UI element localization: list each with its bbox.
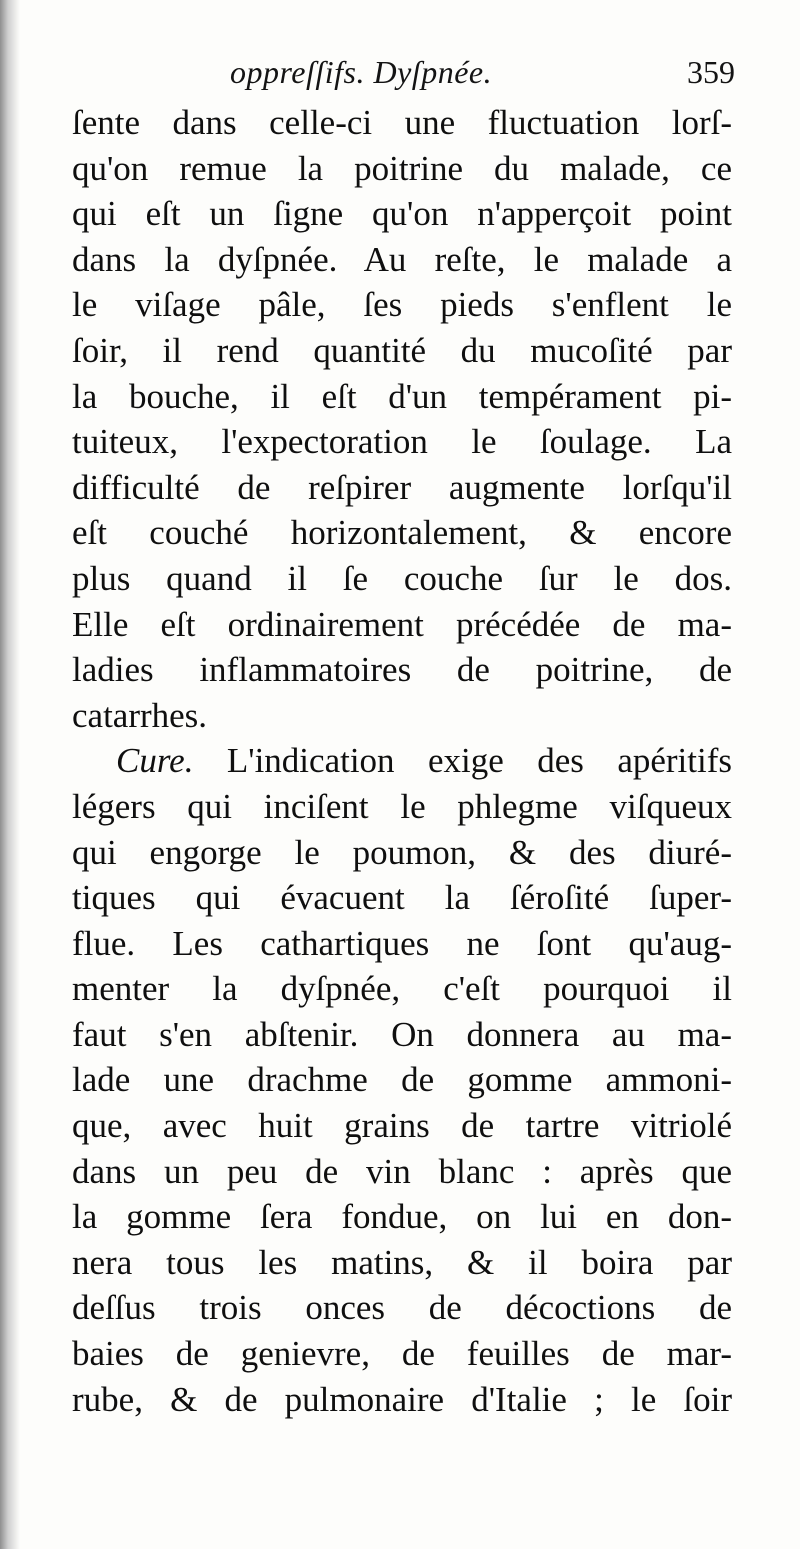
text-line: ladies inflammatoires de poitrine, de [72,650,732,690]
text-line: difficulté de reſpirer augmente lorſqu'il [72,467,732,507]
body-text [72,100,732,1422]
text-line: le viſage pâle, ſes pieds s'enflent le [72,285,732,325]
text-line: tiques qui évacuent la ſéroſité ſuper- [72,878,732,918]
text-line: ſente dans celle-ci une fluctuation lorſ- [72,103,732,142]
running-title: oppreſſifs. Dyſpnée. [230,54,493,90]
page-gutter-shadow [0,0,20,1549]
cure-heading: Cure. [116,741,194,781]
text-line: qui eſt un ſigne qu'on n'apperçoit point [72,194,732,234]
text-line: catarrhes. [72,695,208,735]
text-line: menter la dyſpnée, c'eſt pourquoi il [72,969,732,1009]
text-line: Elle eſt ordinairement précédée de ma- [72,604,732,644]
cure-first-line: L'indication exige des apéritifs [193,741,732,781]
paragraph-symptoms [72,100,732,738]
text-line: eſt couché horizontalement, & encore [72,513,732,553]
text-line: ſoir, il rend quantité du mucoſité par [72,330,732,370]
text-line: légers qui inciſent le phlegme viſqueux [72,786,732,826]
running-head [70,48,735,98]
page-number: 359 [687,54,735,90]
text-line: que, avec huit grains de tartre vitriolé [72,1106,732,1146]
text-line: dans un peu de vin blanc : après que [72,1151,732,1191]
text-line: baies de genievre, de feuilles de mar- [72,1334,732,1374]
text-line: plus quand il ſe couche ſur le dos. [72,558,732,598]
text-line: flue. Les cathartiques ne ſont qu'aug- [72,923,732,963]
text-line: dans la dyſpnée. Au reſte, le malade a [72,239,732,279]
text-line: qu'on remue la poitrine du malade, ce [72,148,732,188]
text-line: la gomme ſera fondue, on lui en don- [72,1197,732,1237]
text-line: rube, & de pulmonaire d'Italie ; le ſoir [72,1379,732,1419]
text-line: deſſus trois onces de décoctions de [72,1288,732,1328]
text-line: faut s'en abſtenir. On donnera au ma- [72,1014,732,1054]
text-line: tuiteux, l'expectoration le ſoulage. La [72,422,732,462]
text-line: qui engorge le poumon, & des diuré- [72,832,732,872]
text-line: nera tous les matins, & il boira par [72,1242,732,1282]
text-line: lade une drachme de gomme ammoni- [72,1060,732,1100]
text-line [72,738,732,784]
text-line: la bouche, il eſt d'un tempérament pi- [72,376,732,416]
paragraph-cure [72,738,732,1422]
